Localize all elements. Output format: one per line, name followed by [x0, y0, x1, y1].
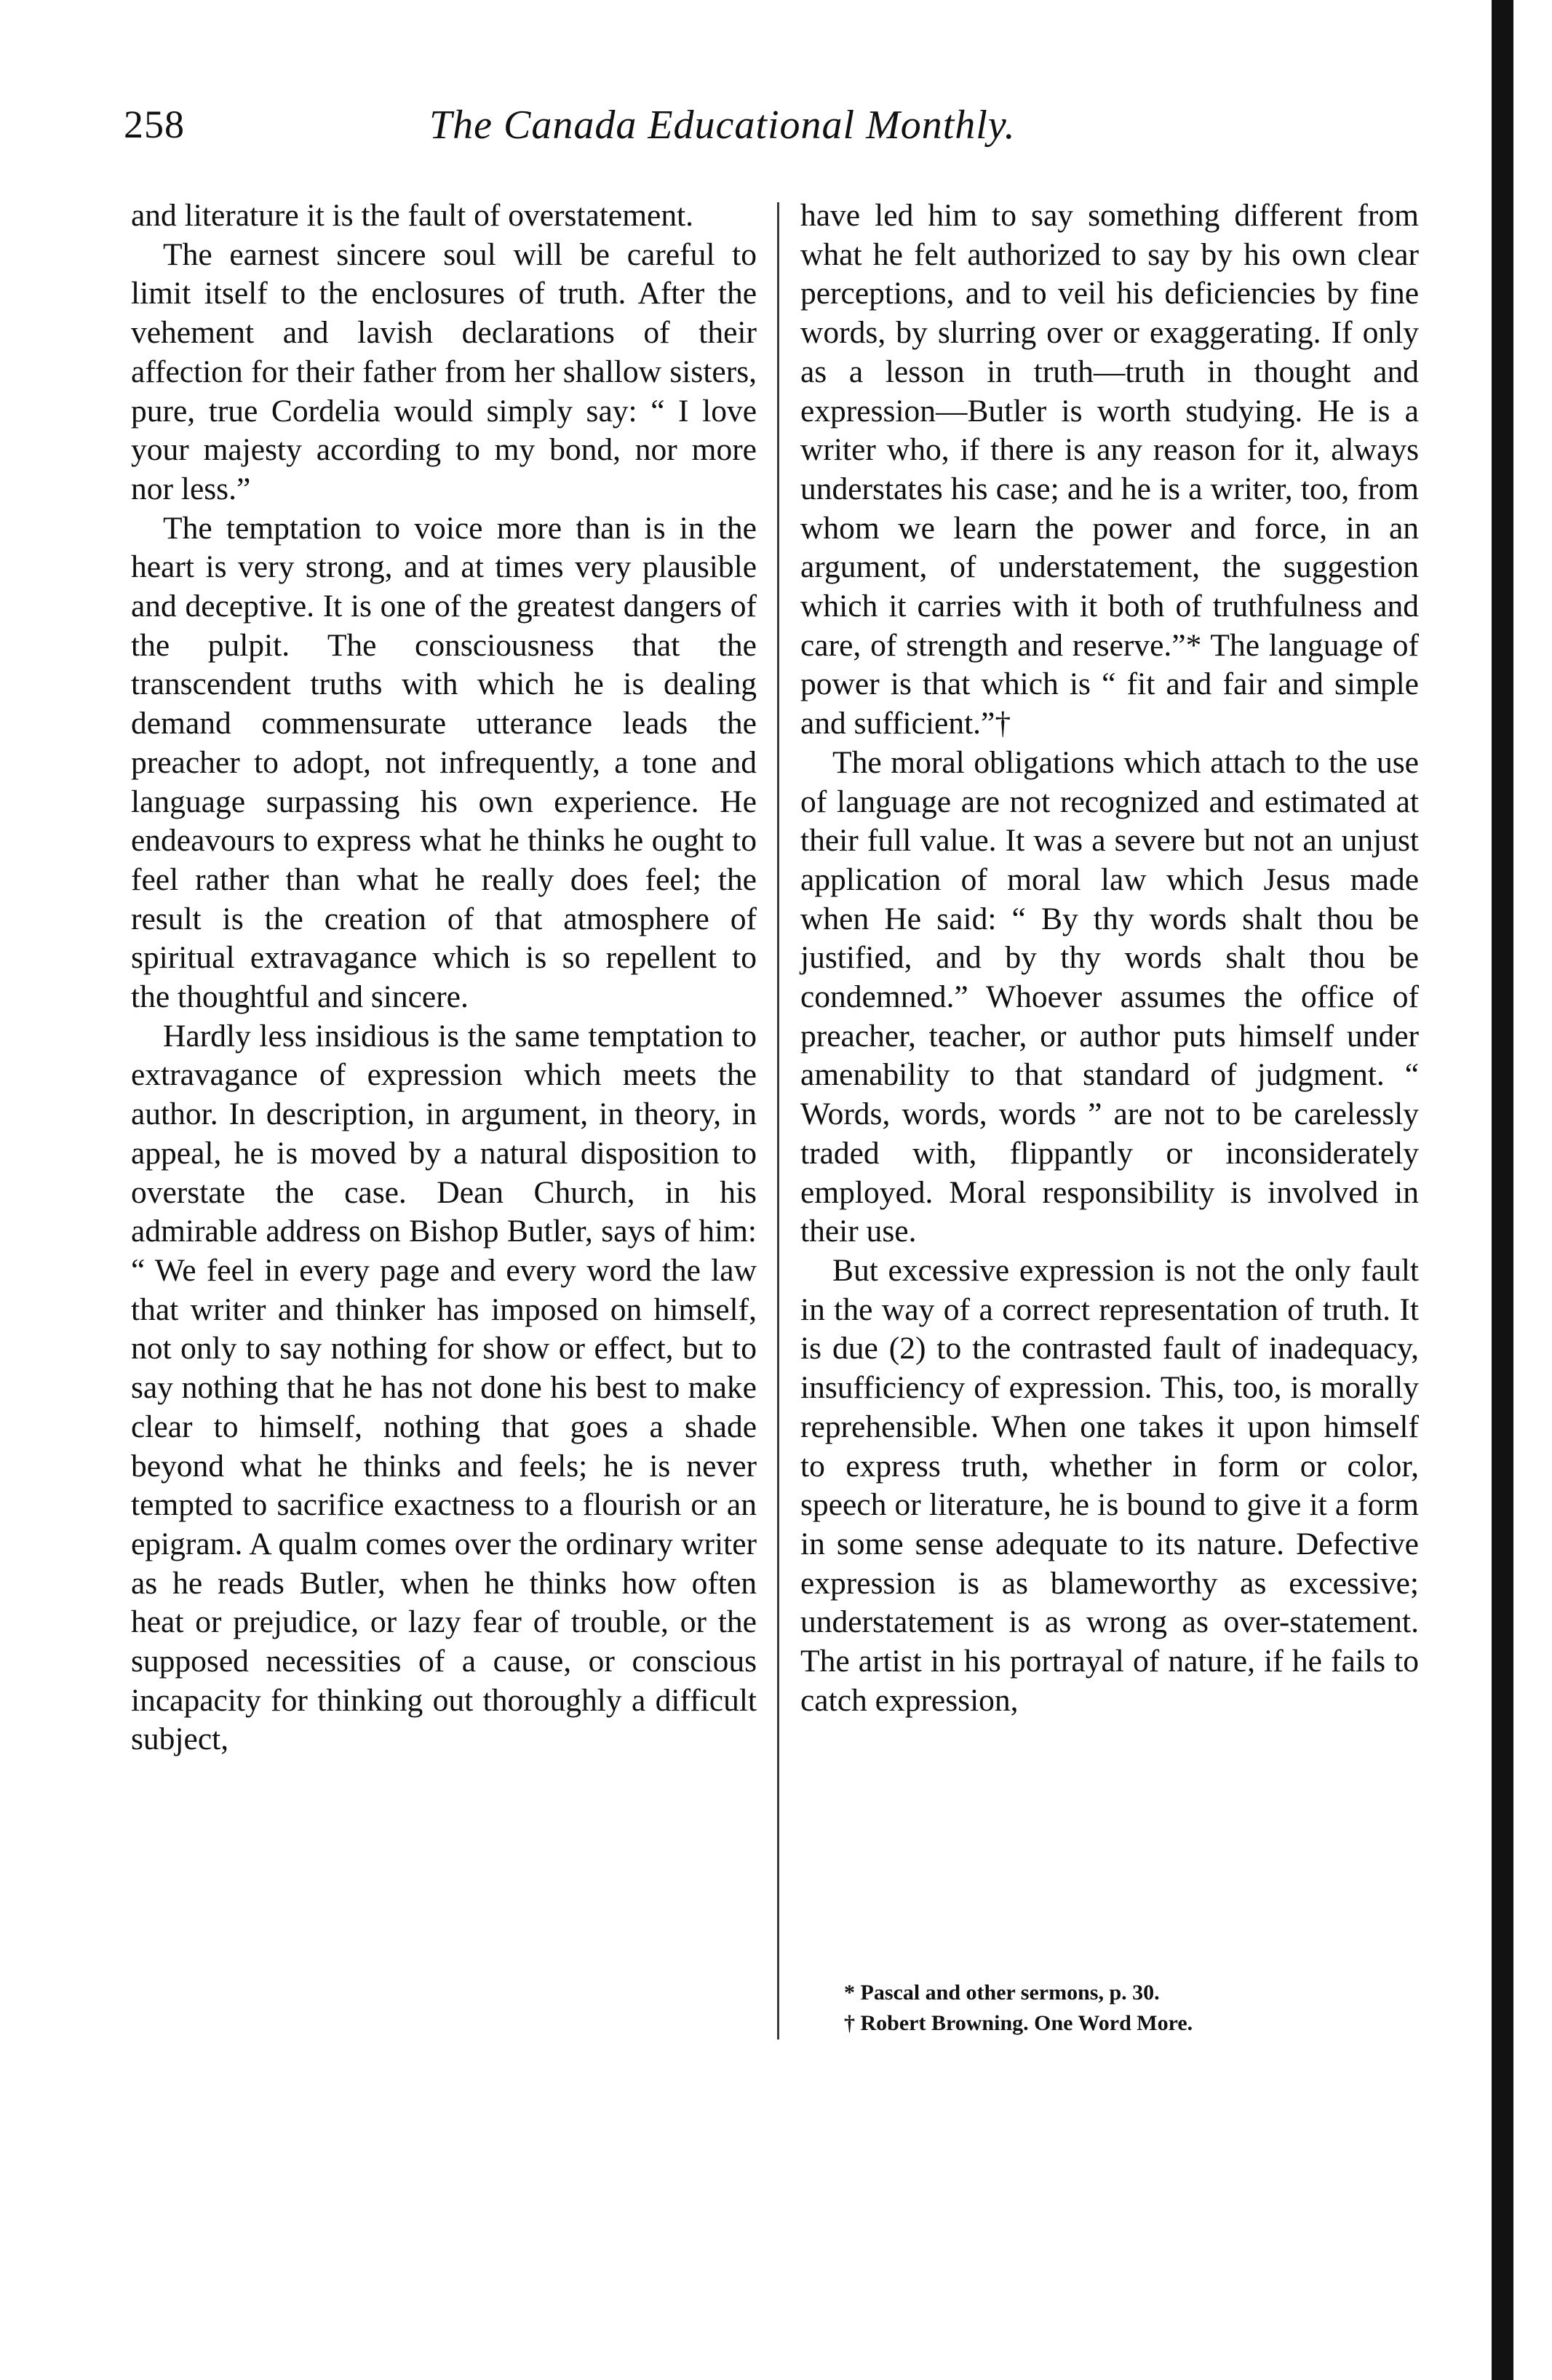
right-paragraph-3: But excessive expression is not the only fault in the way of a correct representation of truth. It is due (2) to the contrasted fault of inadequacy, insufficiency of expression. This, too, is morally reprehensible. When one takes it upon himself to express truth, whether in form or color, speech or literature, he is bound to give it a form in some sense adequate to its nature. Defective expression is as blameworthy as excessive; understatement is as wrong as over-statement. The artist in his portrayal of nature, if he fails to catch expression, — [800, 1252, 1419, 1718]
running-title: The Canada Educational Monthly. — [429, 103, 1016, 148]
page-header — [124, 102, 1121, 175]
column-divider — [777, 202, 779, 2039]
left-paragraph-1: and literature it is the fault of overstatement. — [131, 198, 694, 233]
left-paragraph-2: The earnest sincere soul will be careful to limit itself to the enclosures of truth. After the vehement and lavish declarations of their affection for their father from her shallow sisters, pure, true Cordelia would simply say: “ I love your majesty according to my bond, nor more nor less.” — [131, 236, 757, 506]
left-paragraph-3: The temptation to voice more than is in the heart is very strong, and at times very plausible and deceptive. It is one of the greatest dangers of the pulpit. The consciousness that the transcendent truths with which he is dealing demand commensurate utterance leads the preacher to adopt, not infrequently, a tone and language surpassing his own experience. He endeavours to express what he thinks he ought to feel rather than what he really does feel; the result is the creation of that atmosphere of spiritual extravagance which is so repellent to the thoughtful and sincere. — [131, 510, 757, 1015]
right-column — [800, 196, 1419, 1720]
scan-edge-bar — [1492, 0, 1513, 2380]
footnote-2: † Robert Browning. One Word More. — [844, 2011, 1193, 2035]
page-number: 258 — [124, 103, 185, 146]
right-paragraph-1: have led him to say something different from what he felt authorized to say by his own clear perceptions, and to veil his deficiencies by fine words, by slurring over or exaggerating. If only as a lesson in truth—truth in thought and expression—Butler is worth studying. He is a writer who, if there is any reason for it, always understates his case; and he is a writer, too, from whom we learn the power and force, in an argument, of understatement, the suggestion which it carries with it both of truthfulness and care, of strength and reserve.”* The language of power is that which is “ fit and fair and simple and sufficient.”† — [800, 198, 1419, 741]
right-paragraph-2: The moral obligations which attach to the use of language are not recognized and estimated at their full value. It was a severe but not an unjust application of moral law which Jesus made when He said: “ By thy words shalt thou be justified, and by thy words shalt thou be condemned.” Whoever assumes the office of preacher, teacher, or author puts himself under amenability to that standard of judgment. “ Words, words, words ” are not to be carelessly traded with, flippantly or inconsiderately employed. Moral responsibility is involved in their use. — [800, 744, 1419, 1249]
left-column — [131, 196, 757, 1759]
left-paragraph-4: Hardly less insidious is the same temptation to extravagance of expression which meets the author. In description, in argument, in theory, in appeal, he is moved by a natural disposition to overstate the case. Dean Church, in his admirable address on Bishop Butler, says of him: “ We feel in every page and every word the law that writer and thinker has imposed on himself, not only to say nothing for show or effect, but to say nothing that he has not done his best to make clear to himself, nothing that goes a shade beyond what he thinks and feels; he is never tempted to sacrifice exactness to a flourish or an epigram. A qualm comes over the ordinary writer as he reads Butler, when he thinks how often heat or prejudice, or lazy fear of trouble, or the supposed necessities of a cause, or conscious incapacity for thinking out thoroughly a difficult subject, — [131, 1018, 757, 1757]
footnotes — [844, 1978, 1412, 2039]
footnote-1: * Pascal and other sermons, p. 30. — [844, 1981, 1160, 2005]
